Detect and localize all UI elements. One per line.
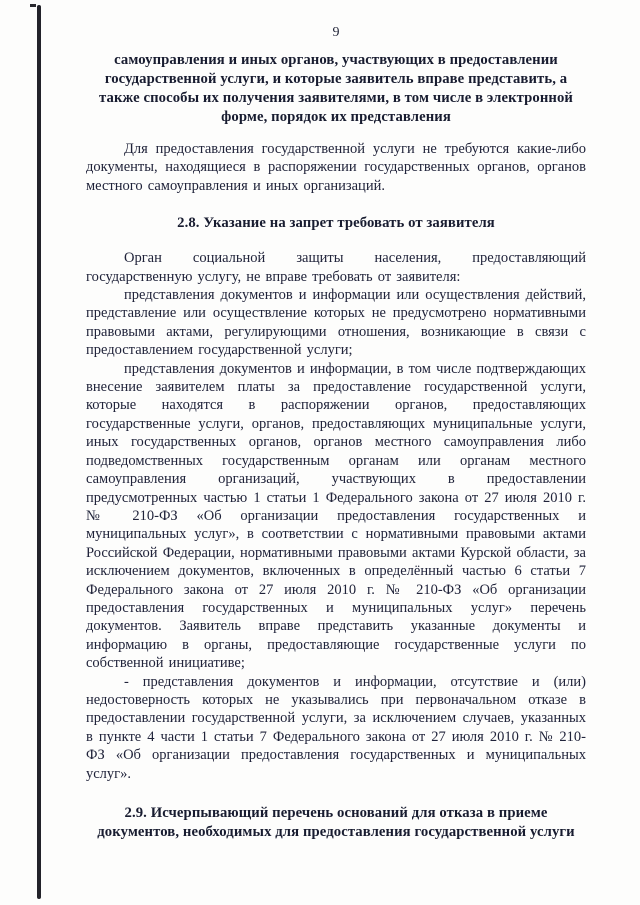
scan-artifact-speck [30, 4, 36, 7]
scan-artifact-line [37, 5, 41, 899]
section-2-9-title: 2.9. Исчерпывающий перечень оснований для отказа в приеме документов, необходимых для предоставления государственной услуги [97, 805, 575, 840]
paragraph: представления документов и информации, в том числе подтверждающих внесение заявителем платы за предоставление государственной услуги, которые находятся в распоряжении органов, предоставляющих государственные услуги, органов, предоставляющих муниципальные услуги, иных государственных органов, органов местного самоуправления либо подведомственных государственным органам или органам местного самоуправления организаций, участвующих в предоставлении предусмотренных частью 1 статьи 1 Федерального закона от 27 июля 2010 г. № 210-ФЗ «Об организации предоставления государственных и муниципальных услуг», в соответствии с нормативными правовыми актами Российской Федерации, нормативными правовыми актами Курской области, за исключением документов, включенных в определённый частью 6 статьи 7 Федерального закона от 27 июля 2010 г. № 210-ФЗ «Об организации предоставления государственных и муниципальных услуг» перечень документов. Заявитель вправе представить указанные документы и информацию в органы, предоставляющие государственные услуги по собственной инициативе; [86, 360, 586, 672]
paragraph-intro: Для предоставления государственной услуги не требуются какие-либо документы, находящиеся в распоряжении государственных органов, органов местного самоуправления и иных организаций. [86, 141, 586, 194]
paragraph: Орган социальной защиты населения, предоставляющий государственную услугу, не вправе требовать от заявителя: [86, 250, 586, 285]
paragraph: представления документов и информации или осуществления действий, представление или осуществление которых не предусмотрено нормативными правовыми актами, регулирующими отношения, возникающие в связи с предоставлением государственной услуги; [86, 287, 586, 359]
section-heading-continuation: самоуправления и иных органов, участвующих в предоставлении государственной услуги, и которые заявитель вправе представить, а также способы их получения заявителями, в том числе в электронной форме, порядок их представления [99, 52, 573, 125]
section-2-8-title: 2.8. Указание на запрет требовать от заявителя [177, 215, 495, 232]
page-number: 9 [332, 25, 340, 40]
paragraph: - представления документов и информации, отсутствие и (или) недостоверность которых не указывались при первоначальном отказе в предоставлении государственной услуги, за исключением случаев, указанных в пункте 4 части 1 статьи 7 Федерального закона от 27 июля 2010 г. № 210-ФЗ «Об организации предоставления государственных и муниципальных услуг». [86, 673, 586, 782]
text-column [86, 24, 586, 842]
